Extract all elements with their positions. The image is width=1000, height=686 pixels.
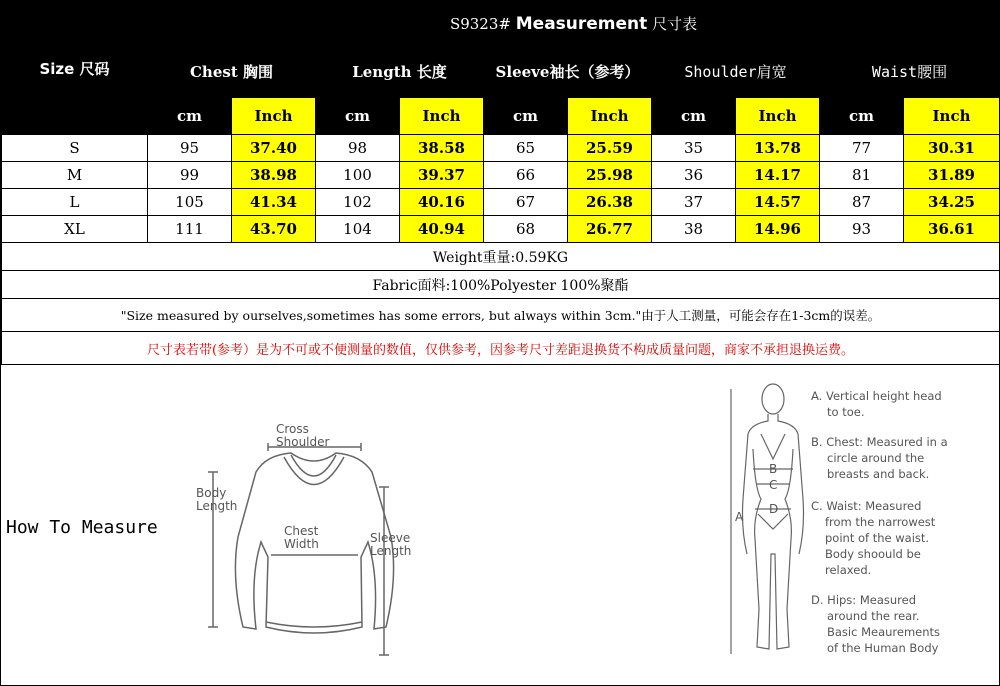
sleeve-length-label: Sleeve bbox=[370, 531, 411, 545]
cm-value: 102 bbox=[316, 189, 400, 216]
body-length-label: Body bbox=[196, 486, 227, 500]
inch-value: 26.77 bbox=[568, 216, 652, 243]
table-row bbox=[2, 216, 1000, 243]
unit-inch: Inch bbox=[568, 98, 652, 135]
inch-value: 40.94 bbox=[400, 216, 484, 243]
inch-value: 38.98 bbox=[232, 162, 316, 189]
marker-a: A bbox=[735, 510, 744, 524]
inch-value: 30.31 bbox=[904, 135, 1000, 162]
note-d: D. Hips: Measured around the rear. Basic Meaurements of the Human Body bbox=[811, 593, 941, 655]
reference-warning: 尺寸表若带(参考）是为不可或不便测量的数值，仅供参考，因参考尺寸差距退换货不构成质量问题，商家不承担退换运费。 bbox=[2, 332, 1000, 365]
inch-value: 25.59 bbox=[568, 135, 652, 162]
table-row bbox=[2, 162, 1000, 189]
inch-value: 37.40 bbox=[232, 135, 316, 162]
inch-value: 25.98 bbox=[568, 162, 652, 189]
cm-value: 100 bbox=[316, 162, 400, 189]
unit-inch: Inch bbox=[736, 98, 820, 135]
garment-diagram bbox=[186, 417, 446, 677]
col-waist: Waist腰围 bbox=[820, 45, 1000, 98]
weight-row: Weight重量:0.59KG bbox=[2, 243, 1000, 271]
body-notes bbox=[809, 382, 969, 682]
cm-value: 104 bbox=[316, 216, 400, 243]
unit-cm: cm bbox=[316, 98, 400, 135]
inch-value: 36.61 bbox=[904, 216, 1000, 243]
col-chest: Chest 胸围 bbox=[148, 45, 316, 98]
inch-value: 43.70 bbox=[232, 216, 316, 243]
style-code: S9323# bbox=[449, 14, 511, 33]
size-cell: M bbox=[2, 162, 148, 189]
cm-value: 65 bbox=[484, 135, 568, 162]
chest-width-label: Chest bbox=[284, 524, 319, 538]
cm-value: 98 bbox=[316, 135, 400, 162]
fabric-row: Fabric面料:100%Polyester 100%聚酯 bbox=[2, 271, 1000, 299]
svg-text:Shoulder: Shoulder bbox=[276, 435, 330, 449]
inch-value: 41.34 bbox=[232, 189, 316, 216]
note-c: C. Waist: Measured from the narrowest point of the waist. Body shoould be relaxed. bbox=[811, 499, 936, 577]
cm-value: 37 bbox=[652, 189, 736, 216]
unit-cm: cm bbox=[148, 98, 232, 135]
marker-b: B bbox=[769, 462, 778, 476]
marker-d: D bbox=[769, 502, 779, 516]
cm-value: 99 bbox=[148, 162, 232, 189]
inch-value: 38.58 bbox=[400, 135, 484, 162]
inch-value: 34.25 bbox=[904, 189, 1000, 216]
cm-value: 87 bbox=[820, 189, 904, 216]
how-to-measure-label: How To Measure bbox=[6, 517, 158, 538]
cm-value: 95 bbox=[148, 135, 232, 162]
inch-value: 26.38 bbox=[568, 189, 652, 216]
title-cn: 尺寸表 bbox=[652, 14, 698, 33]
svg-text:Width: Width bbox=[284, 537, 319, 551]
inch-value: 14.17 bbox=[736, 162, 820, 189]
cm-value: 105 bbox=[148, 189, 232, 216]
cm-value: 36 bbox=[652, 162, 736, 189]
cm-value: 38 bbox=[652, 216, 736, 243]
size-cell: L bbox=[2, 189, 148, 216]
svg-text:Length: Length bbox=[370, 544, 412, 558]
inch-value: 14.96 bbox=[736, 216, 820, 243]
note-a: A. Vertical height head to toe. bbox=[811, 389, 942, 419]
measurement-note: "Size measured by ourselves,sometimes has some errors, but always within 3cm."由于人工测量，可能会存在1-3cm的误差。 bbox=[2, 299, 1000, 332]
inch-value: 31.89 bbox=[904, 162, 1000, 189]
title-label: Measurement bbox=[515, 13, 648, 34]
note-b: B. Chest: Measured in a circle around the breasts and back. bbox=[811, 435, 948, 481]
unit-cm: cm bbox=[484, 98, 568, 135]
size-header bbox=[2, 2, 148, 135]
unit-cm: cm bbox=[652, 98, 736, 135]
cross-shoulder-label: Cross bbox=[276, 422, 309, 436]
marker-c: C bbox=[769, 478, 778, 492]
inch-value: 39.37 bbox=[400, 162, 484, 189]
unit-inch: Inch bbox=[400, 98, 484, 135]
unit-inch: Inch bbox=[232, 98, 316, 135]
how-to-measure-section bbox=[1, 367, 999, 685]
inch-value: 40.16 bbox=[400, 189, 484, 216]
cm-value: 67 bbox=[484, 189, 568, 216]
inch-value: 13.78 bbox=[736, 135, 820, 162]
cm-value: 66 bbox=[484, 162, 568, 189]
cm-value: 81 bbox=[820, 162, 904, 189]
size-header-cn: 尺码 bbox=[79, 59, 110, 78]
cm-value: 93 bbox=[820, 216, 904, 243]
cm-value: 77 bbox=[820, 135, 904, 162]
size-header-en: Size bbox=[39, 59, 75, 78]
size-table bbox=[1, 1, 1000, 365]
col-sleeve: Sleeve袖长（参考） bbox=[484, 45, 652, 98]
col-length: Length 长度 bbox=[316, 45, 484, 98]
table-row bbox=[2, 135, 1000, 162]
table-title bbox=[148, 2, 1000, 45]
table-row bbox=[2, 189, 1000, 216]
cm-value: 111 bbox=[148, 216, 232, 243]
col-shoulder: Shoulder肩宽 bbox=[652, 45, 820, 98]
unit-cm: cm bbox=[820, 98, 904, 135]
cm-value: 35 bbox=[652, 135, 736, 162]
size-cell: S bbox=[2, 135, 148, 162]
svg-text:Length: Length bbox=[196, 499, 238, 513]
unit-inch: Inch bbox=[904, 98, 1000, 135]
cm-value: 68 bbox=[484, 216, 568, 243]
size-cell: XL bbox=[2, 216, 148, 243]
body-diagram bbox=[723, 379, 823, 669]
inch-value: 14.57 bbox=[736, 189, 820, 216]
